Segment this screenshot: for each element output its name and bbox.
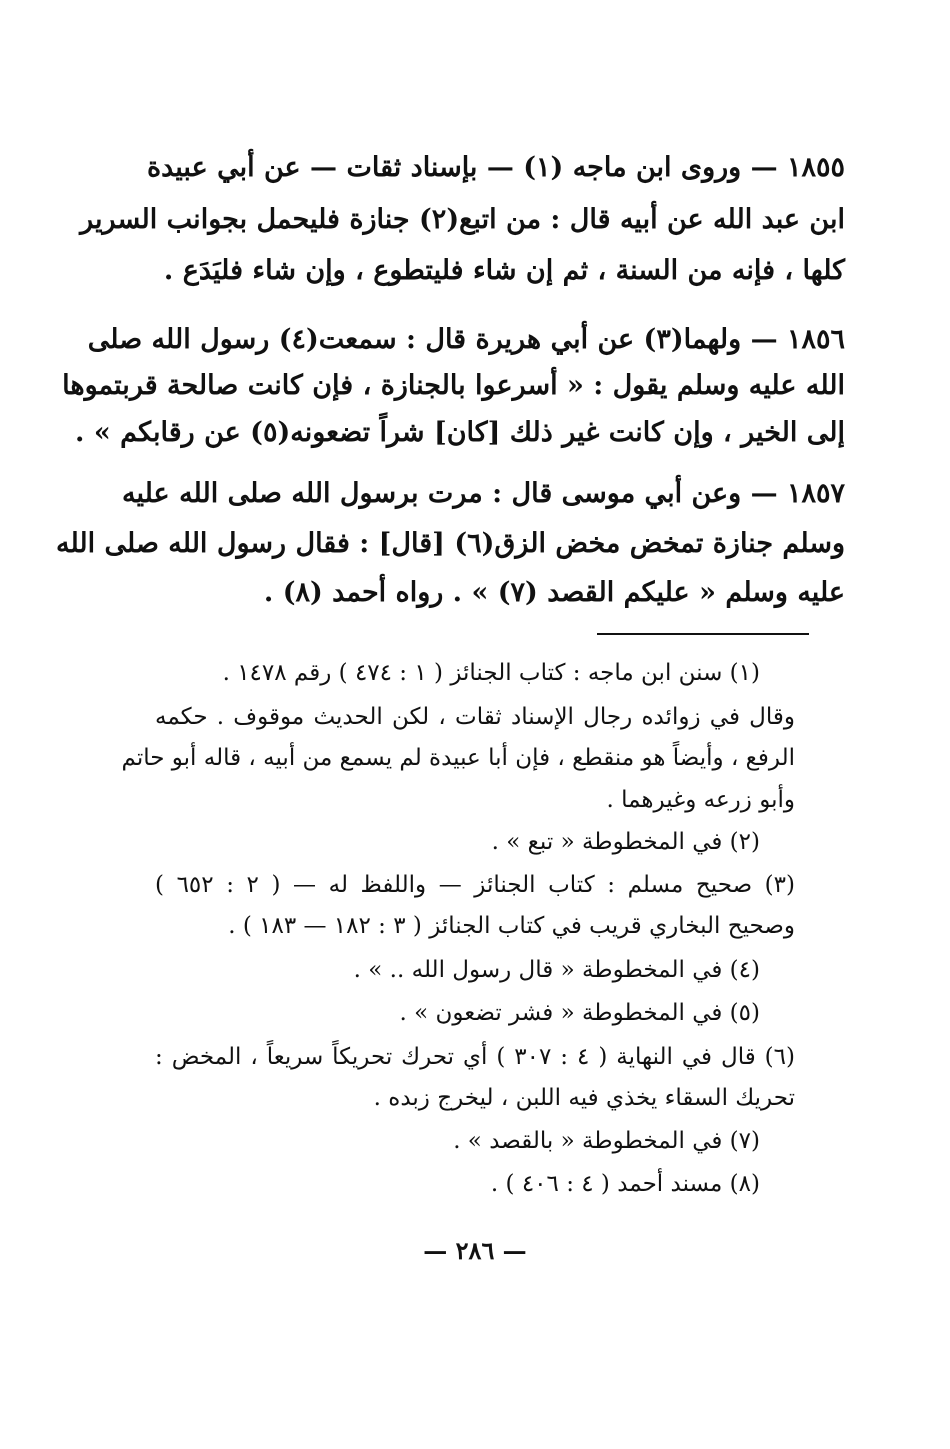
hadith-1857-line-1: ١٨٥٧ — وعن أبي موسى قال : مرت برسول الله صلى الله عليه [122, 478, 845, 509]
page-number: — ٢٨٦ — [423, 1236, 527, 1265]
hadith-1856-line-1: ١٨٥٦ — ولهما(٣) عن أبي هريرة قال : سمعت(٤) رسول الله صلى [87, 324, 845, 355]
footnote-separator [597, 633, 809, 635]
footnote-1-line-2: وقال في زوائده رجال الإسناد ثقات ، لكن الحديث موقوف . حكمه [155, 704, 795, 730]
footnote-7: (٧) في المخطوطة « بالقصد » . [453, 1128, 760, 1154]
hadith-1855-line-1: ١٨٥٥ — وروى ابن ماجه (١) — بإسناد ثقات — عن أبي عبيدة [146, 152, 845, 183]
footnote-2: (٢) في المخطوطة « تبع » . [491, 829, 760, 855]
footnote-1-line-4: وأبو زرعه وغيرهما . [606, 787, 795, 813]
footnote-8: (٨) مسند أحمد ( ٤ : ٤٠٦ ) . [490, 1171, 760, 1197]
footnote-6-line-2: تحريك السقاء يخذي فيه اللبن ، ليخرج زبده . [373, 1085, 795, 1111]
hadith-1855-line-3: كلها ، فإنه من السنة ، ثم إن شاء فليتطوع ، وإن شاء فليَدَع . [163, 255, 845, 286]
hadith-1856-line-3: إلى الخير ، وإن كانت غير ذلك [كان] شراً تضعونه(٥) عن رقابكم » . [75, 417, 845, 448]
hadith-1857-line-3: عليه وسلم « عليكم القصد (٧) » . رواه أحمد (٨) . [263, 577, 845, 608]
footnote-1-line-3: الرفع ، وأيضاً هو منقطع ، فإن أبا عبيدة لم يسمع من أبيه ، قاله أبو حاتم [121, 745, 795, 771]
hadith-1857-line-2: وسلم جنازة تمخض مخض الزق(٦) [قال] : فقال رسول الله صلى الله [55, 528, 845, 559]
footnote-3-line-2: وصحيح البخاري قريب في كتاب الجنائز ( ٣ : ١٨٢ — ١٨٣ ) . [228, 913, 795, 939]
footnote-3-line-1: (٣) صحيح مسلم : كتاب الجنائز — واللفظ له — ( ٢ : ٦٥٢ ) [155, 872, 795, 898]
hadith-1856-line-2: الله عليه وسلم يقول : « أسرعوا بالجنازة ، فإن كانت صالحة قربتموها [62, 370, 845, 401]
footnote-1-line-1: (١) سنن ابن ماجه : كتاب الجنائز ( ١ : ٤٧٤ ) رقم ١٤٧٨ . [222, 660, 760, 686]
footnote-5: (٥) في المخطوطة « فشر تضعون » . [399, 1000, 760, 1026]
footnote-4: (٤) في المخطوطة « قال رسول الله .. » . [353, 957, 760, 983]
footnote-6-line-1: (٦) قال في النهاية ( ٤ : ٣٠٧ ) أي تحرك تحريكاً سريعاً ، المخض : [155, 1044, 795, 1070]
hadith-1855-line-2: ابن عبد الله عن أبيه قال : من اتبع(٢) جنازة فليحمل بجوانب السرير [80, 204, 845, 235]
